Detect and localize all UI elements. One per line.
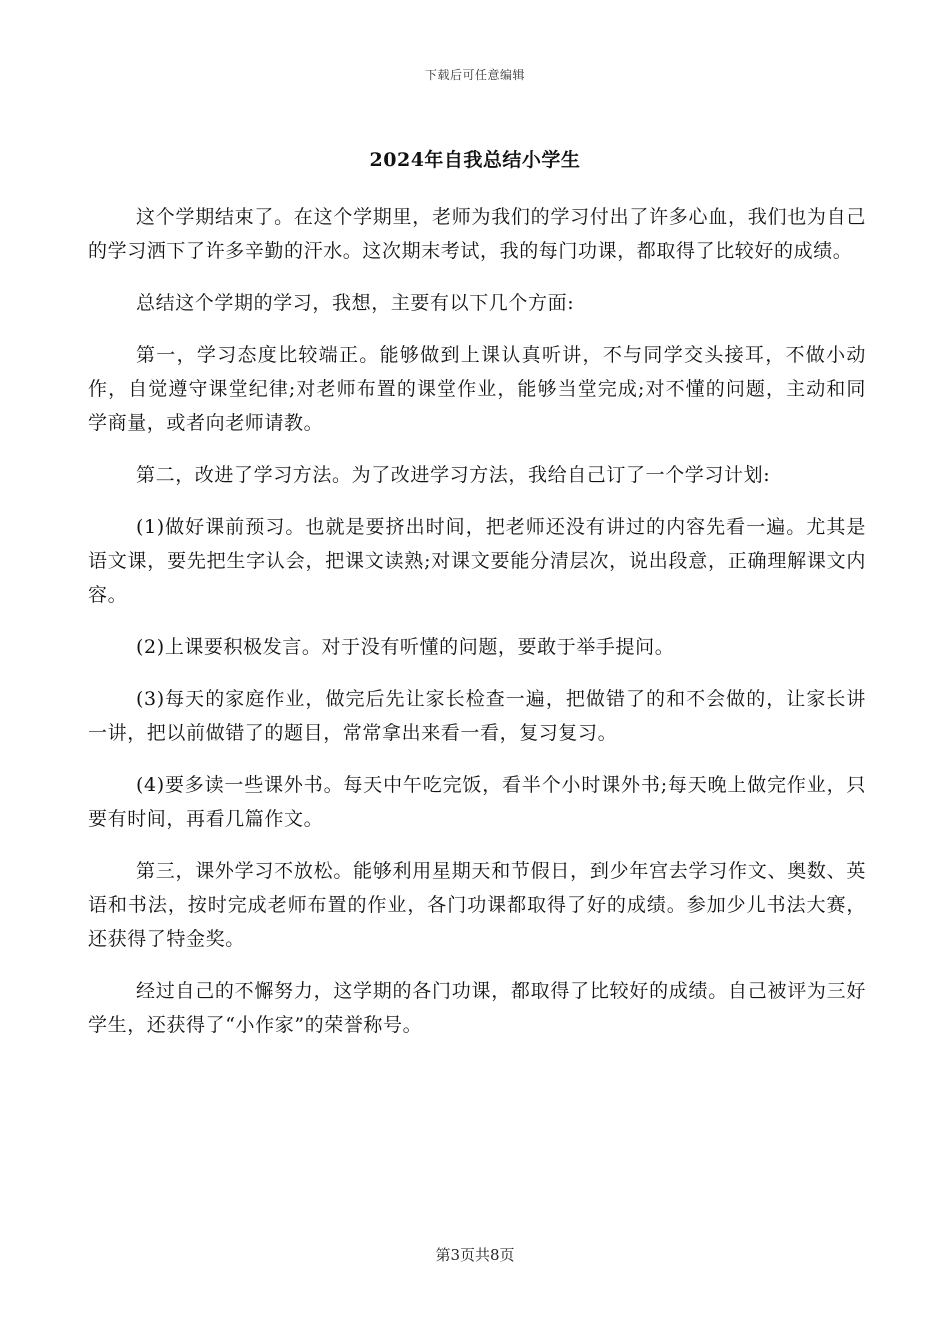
paragraph-second-point: 第二，改进了学习方法。为了改进学习方法，我给自己订了一个学习计划:: [136, 464, 771, 486]
paragraph-intro: 这个学期结束了。在这个学期里，老师为我们的学习付出了许多心血，我们也为自己的学习洒下了许多辛勤的汗水。这次期末考试，我的每门功课，都取得了比较好的成绩。: [88, 206, 866, 262]
paragraph-plan-item-3: (3)每天的家庭作业，做完后先让家长检查一遍，把做错了的和不会做的，让家长讲一讲，把以前做错了的题目，常常拿出来看一看，复习复习。: [88, 688, 866, 744]
paragraph-plan-item-4: (4)要多读一些课外书。每天中午吃完饭，看半个小时课外书;每天晚上做完作业，只要有时间，再看几篇作文。: [88, 774, 866, 830]
paragraph-plan-item-2: (2)上课要积极发言。对于没有听懂的问题，要敢于举手提问。: [136, 636, 675, 658]
paragraph-third-point: 第三，课外学习不放松。能够利用星期天和节假日，到少年宫去学习作文、奥数、英语和书法，按时完成老师布置的作业，各门功课都取得了好的成绩。参加少儿书法大赛，还获得了特金奖。: [88, 860, 866, 950]
header-note: 下载后可任意编辑: [424, 68, 525, 82]
paragraph-summary-lead: 总结这个学期的学习，我想，主要有以下几个方面:: [136, 292, 575, 314]
paragraph-conclusion: 经过自己的不懈努力，这学期的各门功课，都取得了比较好的成绩。自己被评为三好学生，还获得了“小作家”的荣誉称号。: [88, 980, 866, 1036]
page-number-footer: 第3页共8页: [435, 1246, 515, 1264]
paragraph-plan-item-1: (1)做好课前预习。也就是要挤出时间，把老师还没有讲过的内容先看一遍。尤其是语文课，要先把生字认会，把课文读熟;对课文要能分清层次，说出段意，正确理解课文内容。: [88, 516, 866, 606]
document-body: [88, 200, 866, 1060]
document-title: 2024年自我总结小学生: [369, 149, 581, 171]
paragraph-first-point: 第一，学习态度比较端正。能够做到上课认真听讲，不与同学交头接耳，不做小动作，自觉遵守课堂纪律;对老师布置的课堂作业，能够当堂完成;对不懂的问题，主动和同学商量，或者向老师请教。: [88, 344, 866, 434]
